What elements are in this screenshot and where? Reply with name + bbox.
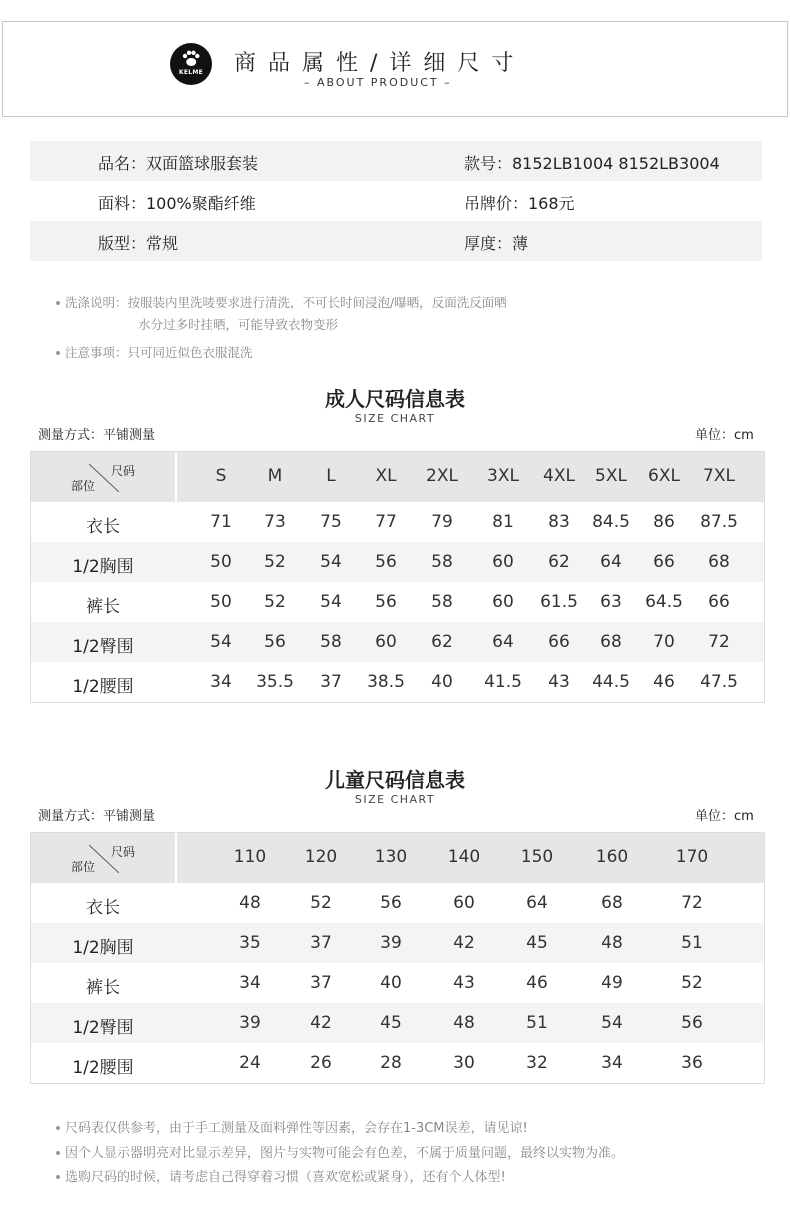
bullet-icon [56,1126,60,1130]
size-value-cell: 43 [548,672,570,692]
size-value-cell: 64 [526,893,548,913]
size-value-cell: 39 [380,933,402,953]
size-value-cell: 61.5 [540,592,578,612]
size-value-cell: 35.5 [256,672,294,692]
size-value-cell: 47.5 [700,672,738,692]
footnote: 选购尺码的时候，请考虑自己得穿着习惯（喜欢宽松或紧身），还有个人体型! [56,1166,506,1185]
size-header-cell: 7XL [703,466,735,486]
size-header-cell: 130 [374,847,408,867]
size-value-cell: 45 [526,933,548,953]
size-value-cell: 34 [210,672,232,692]
table-header [31,452,764,502]
size-value-cell: 30 [453,1053,475,1073]
size-value-cell: 52 [264,592,286,612]
row-label: 裤长 [86,978,120,998]
adult-chart-subtitle: SIZE CHART [354,412,436,425]
size-header-cell: 3XL [487,466,519,486]
attribute-name: 品名：双面篮球服套装 [98,154,259,173]
table-row [31,582,764,622]
size-value-cell: 37 [320,672,342,692]
size-value-cell: 34 [239,973,261,993]
size-value-cell: 68 [600,632,622,652]
size-header-cell: XL [375,466,397,486]
size-value-cell: 54 [601,1013,623,1033]
size-value-cell: 62 [548,552,570,572]
size-value-cell: 70 [653,632,675,652]
size-value-cell: 32 [526,1053,548,1073]
size-value-cell: 48 [239,893,261,913]
bullet-icon [56,301,60,305]
adult-chart-title: 成人尺码信息表 [325,387,465,411]
attribute-thickness: 厚度：薄 [464,234,529,253]
kids-chart-subtitle: SIZE CHART [354,793,436,806]
size-value-cell: 64 [600,552,622,572]
attribute-price: 吊牌价：168元 [464,194,575,213]
row-label: 裤长 [86,597,120,617]
size-value-cell: 62 [431,632,453,652]
wash-note-line2: 水分过多时挂晒，可能导致衣物变形 [138,317,339,332]
table-row [31,923,764,963]
size-value-cell: 39 [239,1013,261,1033]
size-value-cell: 68 [601,893,623,913]
kids-measure-method: 测量方式：平铺测量 [38,809,156,824]
size-value-cell: 84.5 [592,512,630,532]
corner-part-label: 部位 [71,860,96,874]
size-header-cell: 2XL [426,466,458,486]
size-value-cell: 26 [310,1053,332,1073]
size-value-cell: 66 [548,632,570,652]
attribute-fabric: 面料：100%聚酯纤维 [98,194,256,213]
size-value-cell: 36 [681,1053,703,1073]
attribute-row [30,221,762,261]
table-row [31,622,764,662]
size-value-cell: 37 [310,973,332,993]
size-value-cell: 71 [210,512,232,532]
size-value-cell: 40 [380,973,402,993]
size-value-cell: 56 [375,552,397,572]
size-value-cell: 56 [264,632,286,652]
size-value-cell: 34 [601,1053,623,1073]
size-value-cell: 38.5 [367,672,405,692]
size-header-cell: M [267,466,283,486]
adult-unit: 单位：cm [695,428,754,443]
footnote: 因个人显示器明亮对比显示差异，图片与实物可能会有色差，不属于质量问题，最终以实物为准。 [56,1142,624,1161]
size-value-cell: 50 [210,552,232,572]
table-row [31,963,764,1003]
attribute-row [30,141,762,181]
size-value-cell: 46 [653,672,675,692]
size-value-cell: 60 [492,552,514,572]
row-label: 1/2腰围 [72,1058,134,1078]
size-value-cell: 66 [708,592,730,612]
size-value-cell: 51 [526,1013,548,1033]
size-value-cell: 87.5 [700,512,738,532]
size-value-cell: 44.5 [592,672,630,692]
page-title: 商品属性/详细尺寸 [234,51,526,76]
adult-measure-method: 测量方式：平铺测量 [38,428,156,443]
bullet-icon [56,351,60,355]
size-value-cell: 83 [548,512,570,532]
size-value-cell: 52 [264,552,286,572]
attribute-style-no: 款号：8152LB1004 8152LB3004 [464,154,720,173]
size-value-cell: 79 [431,512,453,532]
size-header-cell: 4XL [543,466,575,486]
bullet-icon [56,1175,60,1179]
size-value-cell: 28 [380,1053,402,1073]
table-row [31,502,764,542]
wash-note: 洗涤说明：按服装内里洗唛要求进行清洗，不可长时间浸泡/曝晒，反面洗反面晒 [56,293,507,311]
row-label: 1/2胸围 [72,938,134,958]
size-value-cell: 63 [600,592,622,612]
size-value-cell: 48 [601,933,623,953]
table-row [31,662,764,702]
kids-unit: 单位：cm [695,809,754,824]
size-value-cell: 41.5 [484,672,522,692]
row-label: 1/2臀围 [72,637,134,657]
paw-icon [181,50,201,68]
size-value-cell: 56 [681,1013,703,1033]
table-header [31,833,764,883]
corner-part-label: 部位 [71,479,96,493]
size-header-cell: 160 [595,847,629,867]
corner-size-label: 尺码 [111,845,136,859]
size-value-cell: 73 [264,512,286,532]
size-value-cell: 72 [708,632,730,652]
size-header-cell: 140 [447,847,481,867]
size-value-cell: 43 [453,973,475,993]
attribute-row [30,181,762,221]
size-value-cell: 48 [453,1013,475,1033]
kids-size-table [30,832,765,1084]
size-value-cell: 45 [380,1013,402,1033]
table-row [31,542,764,582]
footnote: 尺码表仅供参考，由于手工测量及面料弹性等因素，会存在1-3CM误差，请见谅! [56,1117,528,1136]
size-value-cell: 51 [681,933,703,953]
row-label: 1/2腰围 [72,677,134,697]
size-value-cell: 42 [310,1013,332,1033]
size-value-cell: 52 [681,973,703,993]
size-value-cell: 52 [310,893,332,913]
caution-note: 注意事项：只可同近似色衣服混洗 [56,343,253,361]
size-value-cell: 68 [708,552,730,572]
table-row [31,1043,764,1083]
size-header-cell: 5XL [595,466,627,486]
size-value-cell: 46 [526,973,548,993]
logo-text: KELME [178,69,204,76]
size-value-cell: 60 [492,592,514,612]
attribute-fit: 版型：常规 [98,234,179,253]
bullet-icon [56,1151,60,1155]
size-value-cell: 56 [380,893,402,913]
kids-chart-title: 儿童尺码信息表 [325,768,465,792]
size-value-cell: 37 [310,933,332,953]
table-row [31,883,764,923]
size-header-cell: L [326,466,336,486]
row-label: 衣长 [86,517,120,537]
size-value-cell: 58 [431,552,453,572]
size-value-cell: 60 [375,632,397,652]
size-value-cell: 54 [210,632,232,652]
size-value-cell: 81 [492,512,514,532]
corner-size-label: 尺码 [111,464,136,478]
size-header-cell: 120 [304,847,338,867]
size-header-cell: 170 [675,847,709,867]
size-value-cell: 50 [210,592,232,612]
size-value-cell: 42 [453,933,475,953]
table-row [31,1003,764,1043]
size-header-cell: 150 [520,847,554,867]
size-value-cell: 64.5 [645,592,683,612]
size-value-cell: 66 [653,552,675,572]
size-value-cell: 86 [653,512,675,532]
row-label: 1/2臀围 [72,1018,134,1038]
size-header-cell: S [215,466,227,486]
row-label: 1/2胸围 [72,557,134,577]
size-value-cell: 54 [320,592,342,612]
page-subtitle: – ABOUT PRODUCT – [304,76,452,89]
size-value-cell: 77 [375,512,397,532]
size-value-cell: 24 [239,1053,261,1073]
row-label: 衣长 [86,898,120,918]
size-value-cell: 72 [681,893,703,913]
size-header-cell: 6XL [648,466,680,486]
size-value-cell: 49 [601,973,623,993]
size-value-cell: 58 [431,592,453,612]
size-value-cell: 35 [239,933,261,953]
size-value-cell: 64 [492,632,514,652]
kelme-logo [170,43,212,85]
size-value-cell: 58 [320,632,342,652]
size-header-cell: 110 [233,847,267,867]
size-value-cell: 75 [320,512,342,532]
size-value-cell: 60 [453,893,475,913]
size-value-cell: 40 [431,672,453,692]
size-value-cell: 56 [375,592,397,612]
size-value-cell: 54 [320,552,342,572]
adult-size-table [30,451,765,703]
